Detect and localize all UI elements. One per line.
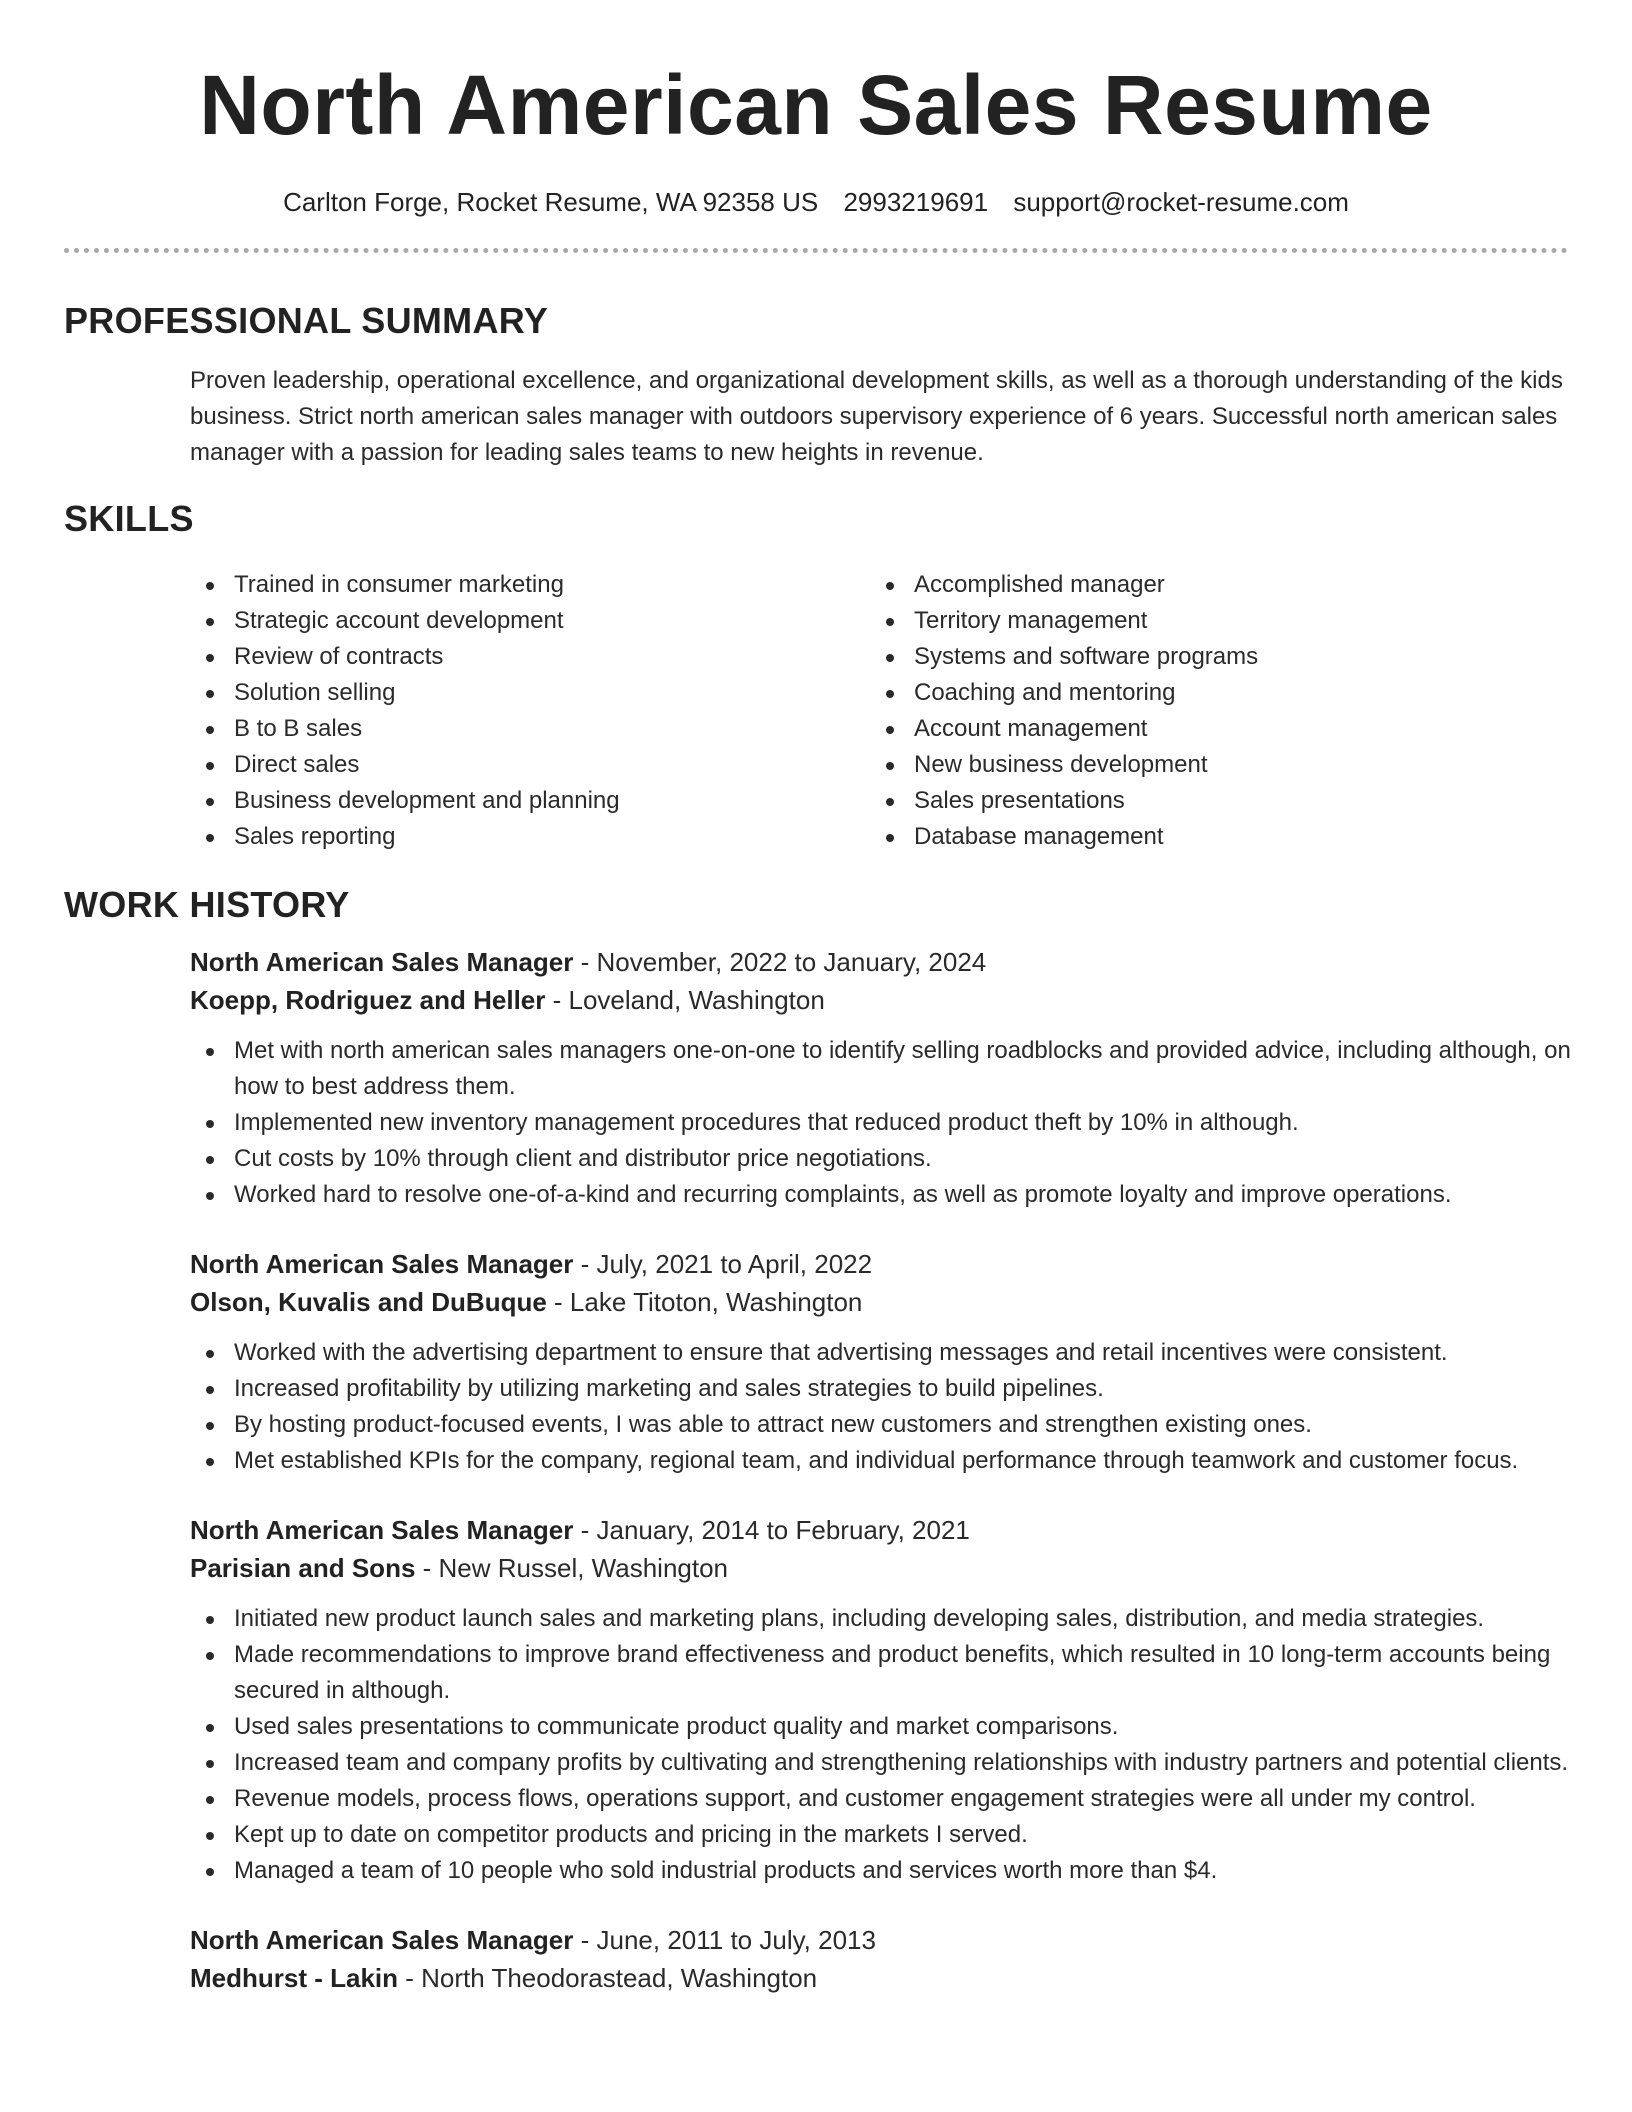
skills-list <box>190 567 1570 855</box>
contact-address: Carlton Forge, Rocket Resume, WA 92358 US <box>283 187 819 217</box>
section-title-skills: SKILLS <box>64 498 194 539</box>
contact-line <box>64 186 1568 218</box>
duty-item: Cut costs by 10% through client and distributor price negotiations. <box>190 1141 1620 1177</box>
summary-text: Proven leadership, operational excellence, and organizational development skills, as well as a thorough understanding of the kids business. Strict north american sales manager with outdoors supervisory experience of 6 years. Successful north american sales manager with a passion for leading sales teams to new heights in revenue. <box>190 367 1563 466</box>
job-entry <box>190 1921 1620 1997</box>
header-divider <box>64 248 1568 253</box>
job-entry <box>190 943 1620 1213</box>
duty-item: Worked hard to resolve one-of-a-kind and recurring complaints, as well as promote loyalty and improve operations. <box>190 1177 1620 1213</box>
job-role: North American Sales Manager <box>190 1249 574 1279</box>
resume-title: North American Sales Resume <box>199 58 1433 152</box>
duty-item: Made recommendations to improve brand effectiveness and product benefits, which resulted in 10 long-term accounts being secured in although. <box>190 1637 1620 1709</box>
job-dates: - June, 2011 to July, 2013 <box>573 1925 876 1955</box>
job-company: Olson, Kuvalis and DuBuque <box>190 1287 547 1317</box>
skill-item: Review of contracts <box>190 639 870 675</box>
section-title-summary: PROFESSIONAL SUMMARY <box>64 300 549 341</box>
contact-email: support@rocket-resume.com <box>1013 187 1349 217</box>
skill-item: Direct sales <box>190 747 870 783</box>
skill-item: Accomplished manager <box>870 567 1550 603</box>
duty-item: Met established KPIs for the company, regional team, and individual performance through teamwork and customer focus. <box>190 1443 1620 1479</box>
skill-item: Business development and planning <box>190 783 870 819</box>
job-role-line <box>190 1245 1620 1283</box>
duty-item: Met with north american sales managers one-on-one to identify selling roadblocks and provided advice, including although, on how to best address them. <box>190 1033 1620 1105</box>
skill-item: Database management <box>870 819 1550 855</box>
section-title-work-history: WORK HISTORY <box>64 884 350 925</box>
skill-item: Systems and software programs <box>870 639 1550 675</box>
job-dates: - January, 2014 to February, 2021 <box>573 1515 970 1545</box>
skill-item: New business development <box>870 747 1550 783</box>
job-company: Koepp, Rodriguez and Heller <box>190 985 546 1015</box>
job-role-line <box>190 1511 1620 1549</box>
job-location: - Loveland, Washington <box>545 985 825 1015</box>
duty-item: Used sales presentations to communicate product quality and market comparisons. <box>190 1709 1620 1745</box>
skill-item: Account management <box>870 711 1550 747</box>
job-duties <box>190 1033 1620 1213</box>
job-dates: - November, 2022 to January, 2024 <box>573 947 987 977</box>
duty-item: Increased profitability by utilizing marketing and sales strategies to build pipelines. <box>190 1371 1620 1407</box>
skills-column-right <box>870 567 1550 855</box>
job-role: North American Sales Manager <box>190 1925 574 1955</box>
resume-header <box>64 0 1568 218</box>
skill-item: Strategic account development <box>190 603 870 639</box>
job-company: Parisian and Sons <box>190 1553 416 1583</box>
skill-item: Trained in consumer marketing <box>190 567 870 603</box>
job-location: - North Theodorastead, Washington <box>398 1963 818 1993</box>
duty-item: By hosting product-focused events, I was able to attract new customers and strengthen existing ones. <box>190 1407 1620 1443</box>
job-location: - Lake Titoton, Washington <box>546 1287 863 1317</box>
job-company-line <box>190 981 1620 1019</box>
job-role-line <box>190 943 1620 981</box>
job-company-line <box>190 1959 1620 1997</box>
skill-item: Territory management <box>870 603 1550 639</box>
job-role: North American Sales Manager <box>190 1515 574 1545</box>
job-role: North American Sales Manager <box>190 947 574 977</box>
duty-item: Managed a team of 10 people who sold industrial products and services worth more than $4. <box>190 1853 1620 1889</box>
job-duties <box>190 1335 1620 1479</box>
job-entry <box>190 1245 1620 1479</box>
job-duties <box>190 1601 1620 1889</box>
duty-item: Kept up to date on competitor products and pricing in the markets I served. <box>190 1817 1620 1853</box>
job-role-line <box>190 1921 1620 1959</box>
duty-item: Revenue models, process flows, operations support, and customer engagement strategies were all under my control. <box>190 1781 1620 1817</box>
job-company: Medhurst - Lakin <box>190 1963 399 1993</box>
skill-item: B to B sales <box>190 711 870 747</box>
skills-column-left <box>190 567 870 855</box>
contact-phone: 2993219691 <box>843 187 989 217</box>
duty-item: Increased team and company profits by cultivating and strengthening relationships with industry partners and potential clients. <box>190 1745 1620 1781</box>
job-location: - New Russel, Washington <box>415 1553 729 1583</box>
skill-item: Coaching and mentoring <box>870 675 1550 711</box>
skill-item: Sales presentations <box>870 783 1550 819</box>
duty-item: Initiated new product launch sales and marketing plans, including developing sales, distribution, and media strategies. <box>190 1601 1620 1637</box>
job-company-line <box>190 1549 1620 1587</box>
duty-item: Worked with the advertising department to ensure that advertising messages and retail incentives were consistent. <box>190 1335 1620 1371</box>
job-entry <box>190 1511 1620 1889</box>
skill-item: Solution selling <box>190 675 870 711</box>
duty-item: Implemented new inventory management procedures that reduced product theft by 10% in although. <box>190 1105 1620 1141</box>
job-company-line <box>190 1283 1620 1321</box>
job-dates: - July, 2021 to April, 2022 <box>573 1249 873 1279</box>
skill-item: Sales reporting <box>190 819 870 855</box>
